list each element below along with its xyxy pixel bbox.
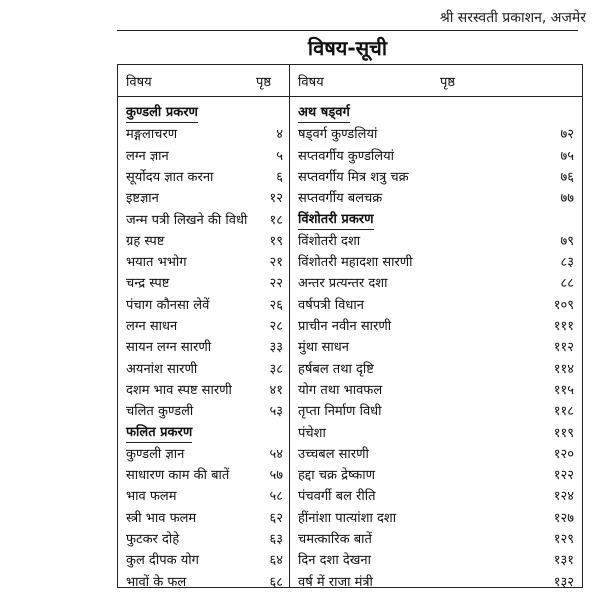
entry-page-number: १२४ <box>553 489 574 505</box>
contents-entry <box>298 167 574 188</box>
entry-title: प्राचीन नवीन सारणी <box>298 319 392 334</box>
entry-page-number: ६८ <box>269 574 283 590</box>
section-title: अथ षड्वर्ग <box>298 104 350 123</box>
contents-entry <box>126 486 283 507</box>
contents-entry <box>126 572 283 593</box>
entry-page-number: ५८ <box>269 489 283 505</box>
entry-title: चमत्कारिक बातें <box>298 532 372 547</box>
entry-page-number: ७२ <box>560 127 574 143</box>
entry-page-number: ११५ <box>553 382 574 398</box>
entry-title: विंशोतरी दशा <box>298 233 361 249</box>
entry-title: भावों के फल <box>126 574 187 590</box>
contents-entry <box>298 359 574 380</box>
left-page-header: पृष्ठ <box>256 75 272 90</box>
entry-page-number: १९ <box>269 233 283 249</box>
contents-entry <box>298 188 574 209</box>
section-heading <box>298 210 574 231</box>
entry-page-number: ११२ <box>553 340 574 356</box>
contents-entry <box>298 316 574 337</box>
entry-page-number: ३३ <box>269 340 283 356</box>
contents-entry <box>298 465 574 486</box>
contents-entry <box>126 380 283 401</box>
entry-page-number: ८३ <box>560 255 574 271</box>
left-topic-header: विषय <box>126 75 152 90</box>
entry-page-number: ६४ <box>269 553 283 569</box>
entry-page-number: ४ <box>276 127 283 143</box>
entry-page-number: १११ <box>553 319 574 334</box>
entry-title: योग तथा भावफल <box>298 382 383 398</box>
entry-page-number: ७७ <box>560 191 574 207</box>
contents-entry <box>126 124 283 145</box>
section-heading <box>126 103 283 124</box>
contents-entry <box>298 380 574 401</box>
entry-title: चलित कुण्डली <box>126 404 194 420</box>
entry-page-number: १३१ <box>553 553 574 569</box>
contents-entry <box>126 231 283 252</box>
right-topic-header: विषय <box>298 75 324 90</box>
contents-entry <box>126 465 283 486</box>
contents-entry <box>298 550 574 571</box>
contents-entry <box>126 188 283 209</box>
contents-entry <box>298 401 574 422</box>
contents-entry <box>298 273 574 294</box>
entry-title: कुण्डली ज्ञान <box>126 446 185 462</box>
entry-page-number: १८ <box>269 212 283 228</box>
entry-title: हींनांशा पात्यांशा दशा <box>298 510 397 526</box>
section-heading <box>298 103 574 124</box>
section-title: फलित प्रकरण <box>126 424 192 443</box>
entry-page-number: २२ <box>269 276 283 292</box>
entry-title: फुटकर दोहे <box>126 532 180 547</box>
contents-entry <box>298 486 574 507</box>
contents-entry <box>126 167 283 188</box>
entry-page-number: ११४ <box>553 361 574 377</box>
contents-entry <box>126 295 283 316</box>
entry-title: मुंथा साधन <box>298 340 349 356</box>
section-heading <box>126 423 283 444</box>
contents-entry <box>126 146 283 167</box>
contents-entry <box>126 252 283 273</box>
entry-title: लग्न ज्ञान <box>126 148 169 164</box>
contents-entry <box>298 231 574 252</box>
entry-title: हद्दा चक्र द्रेष्काण <box>298 468 376 484</box>
contents-entry <box>126 508 283 529</box>
contents-entry <box>298 337 574 358</box>
contents-entry <box>298 252 574 273</box>
entry-page-number: ६३ <box>269 532 283 547</box>
entry-title: विंशोतरी महादशा सारणी <box>298 255 413 271</box>
entry-title: भयात भभोग <box>126 255 187 271</box>
column-divider <box>289 64 290 588</box>
entry-title: अन्तर प्रत्यन्तर दशा <box>298 276 388 292</box>
entry-page-number: २८ <box>269 319 283 334</box>
contents-entry <box>298 146 574 167</box>
entry-page-number: १२९ <box>553 532 574 547</box>
entry-page-number: ७९ <box>560 233 574 249</box>
entry-page-number: १२२ <box>553 468 574 484</box>
contents-entry <box>126 273 283 294</box>
contents-entry <box>126 444 283 465</box>
entry-page-number: ११८ <box>553 404 574 420</box>
entry-title: तृप्ता निर्माण विधी <box>298 404 382 420</box>
contents-entry <box>298 124 574 145</box>
header-rule <box>117 96 583 97</box>
entry-page-number: ३८ <box>269 361 283 377</box>
entry-page-number: ७५ <box>560 148 574 164</box>
contents-entry <box>126 316 283 337</box>
contents-entry <box>126 359 283 380</box>
entry-page-number: ५३ <box>269 404 283 420</box>
entry-page-number: ८८ <box>560 276 574 292</box>
entry-title: पंचवर्गी बल रीति <box>298 489 376 505</box>
entry-page-number: ५७ <box>269 468 283 484</box>
entry-page-number: ५४ <box>269 446 283 462</box>
page-title: विषय-सूची <box>307 36 388 60</box>
entry-title: वर्ष में राजा मंत्री <box>298 574 373 590</box>
entry-title: पंचेशा <box>298 425 326 441</box>
contents-entry <box>298 508 574 529</box>
entry-page-number: ४१ <box>269 382 283 398</box>
entry-title: वर्षपत्री विधान <box>298 297 364 313</box>
entry-title: इष्टज्ञान <box>126 191 159 207</box>
entry-page-number: ५ <box>276 148 283 164</box>
entry-title: हर्षबल तथा दृष्टि <box>298 361 374 377</box>
contents-entry <box>126 337 283 358</box>
entry-title: सप्तवर्गीय कुण्डलियां <box>298 148 394 164</box>
publisher-line: श्री सरस्वती प्रकाशन, अजमेर <box>439 10 586 26</box>
entry-title: अयनांश सारणी <box>126 361 198 377</box>
entry-page-number: २६ <box>269 297 283 313</box>
contents-entry <box>126 401 283 422</box>
section-title: विंशोतरी प्रकरण <box>298 211 374 230</box>
entry-title: चन्द्र स्पष्ट <box>126 276 170 292</box>
entry-title: पंचाग कौनसा लेवें <box>126 297 210 313</box>
entry-title: लग्न साधन <box>126 319 178 334</box>
section-title: कुण्डली प्रकरण <box>126 104 198 123</box>
contents-entry <box>298 423 574 444</box>
entry-page-number: १२७ <box>553 510 574 526</box>
entry-title: षड्वर्ग कुण्डलियां <box>298 127 378 143</box>
entry-page-number: ६ <box>276 169 283 185</box>
entry-page-number: १०९ <box>553 297 574 313</box>
entry-title: स्त्री भाव फलम <box>126 510 197 526</box>
entry-title: सप्तवर्गीय मित्र शत्रु चक्र <box>298 169 409 185</box>
entry-page-number: ६२ <box>269 510 283 526</box>
entry-title: जन्म पत्री लिखने की विधी <box>126 212 248 228</box>
top-rule <box>117 30 578 31</box>
entry-page-number: १२० <box>553 446 574 462</box>
contents-entry <box>126 210 283 231</box>
contents-entry <box>126 550 283 571</box>
contents-entry <box>298 295 574 316</box>
entry-title: कुल दीपक योग <box>126 553 199 569</box>
entry-page-number: १२ <box>269 191 283 207</box>
entry-title: साधारण काम की बातें <box>126 468 230 484</box>
contents-entry <box>126 529 283 550</box>
contents-entry <box>298 444 574 465</box>
entry-title: ग्रह स्पष्ट <box>126 233 165 249</box>
entry-title: सायन लग्न सारणी <box>126 340 212 356</box>
entry-page-number: २१ <box>269 255 283 271</box>
contents-entry <box>298 529 574 550</box>
entry-title: सूर्योदय ज्ञात करना <box>126 169 214 185</box>
entry-page-number: ७६ <box>560 169 574 185</box>
right-page-header: पृष्ठ <box>440 75 456 90</box>
entry-title: मङ्गलाचरण <box>126 127 178 143</box>
entry-page-number: १३२ <box>553 574 574 590</box>
entry-title: सप्तवर्गीय बलचक्र <box>298 191 383 207</box>
contents-entry <box>298 572 574 593</box>
entry-title: दशम भाव स्पष्ट सारणी <box>126 382 232 398</box>
entry-title: दिन दशा देखना <box>298 553 371 569</box>
entry-title: भाव फलम <box>126 489 177 505</box>
entry-page-number: ११९ <box>553 425 574 441</box>
entry-title: उच्चबल सारणी <box>298 446 369 462</box>
